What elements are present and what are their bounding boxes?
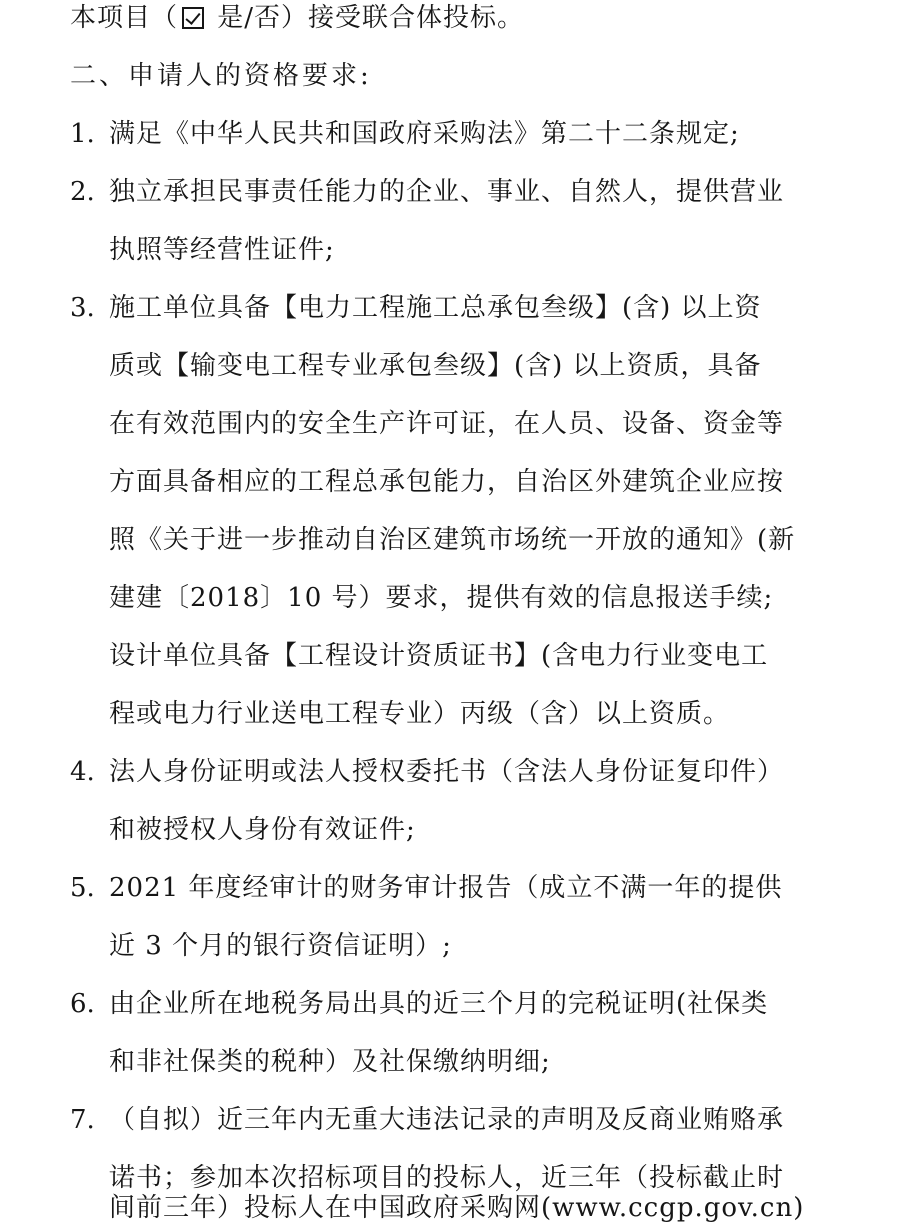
item-3-line-2: 质或【输变电工程专业承包叁级】(含) 以上资质，具备 <box>109 351 762 381</box>
consortium-suffix: 是/否）接受联合体投标。 <box>208 3 525 33</box>
item-4-line-1: 法人身份证明或法人授权委托书（含法人身份证复印件） <box>109 757 785 787</box>
consortium-statement <box>70 0 524 36</box>
item-3-line-6: 建建〔2018〕10 号）要求，提供有效的信息报送手续; <box>109 583 774 613</box>
item-7-number: 7. <box>70 1105 95 1135</box>
item-4-line-2: 和被授权人身份有效证件; <box>109 815 416 845</box>
item-6-number: 6. <box>70 989 95 1019</box>
item-3-line-4: 方面具备相应的工程总承包能力，自治区外建筑企业应按 <box>109 467 785 497</box>
item-7-line-2: 诺书；参加本次招标项目的投标人，近三年（投标截止时 <box>109 1163 785 1193</box>
item-5-line-1: 2021 年度经审计的财务审计报告（成立不满一年的提供 <box>109 873 783 903</box>
item-3-number: 3. <box>70 293 95 323</box>
section-heading: 二、申请人的资格要求: <box>70 61 372 91</box>
item-1-line-1: 满足《中华人民共和国政府采购法》第二十二条规定; <box>109 119 740 149</box>
item-3-line-1: 施工单位具备【电力工程施工总承包叁级】(含) 以上资 <box>109 293 762 323</box>
item-5-number: 5. <box>70 873 95 903</box>
item-2-number: 2. <box>70 177 95 207</box>
item-2-line-2: 执照等经营性证件; <box>109 235 335 265</box>
item-3-line-5: 照《关于进一步推动自治区建筑市场统一开放的通知》(新 <box>109 525 796 555</box>
checked-box-icon <box>182 7 204 29</box>
item-6-line-1: 由企业所在地税务局出具的近三个月的完税证明(社保类 <box>109 989 769 1019</box>
item-5-line-2: 近 3 个月的银行资信证明）; <box>109 931 452 961</box>
item-1-number: 1. <box>70 119 95 149</box>
item-3-line-3: 在有效范围内的安全生产许可证，在人员、设备、资金等 <box>109 409 785 439</box>
item-3-line-7: 设计单位具备【工程设计资质证书】(含电力行业变电工 <box>109 641 769 671</box>
item-4-number: 4. <box>70 757 95 787</box>
consortium-prefix: 本项目（ <box>70 3 179 33</box>
item-7-line-3: 间前三年）投标人在中国政府采购网(www.ccgp.gov.cn) <box>109 1193 805 1223</box>
item-6-line-2: 和非社保类的税种）及社保缴纳明细; <box>109 1047 551 1077</box>
item-2-line-1: 独立承担民事责任能力的企业、事业、自然人，提供营业 <box>109 177 785 207</box>
item-7-line-1: （自拟）近三年内无重大违法记录的声明及反商业贿赂承 <box>109 1105 785 1135</box>
item-3-line-8: 程或电力行业送电工程专业）丙级（含）以上资质。 <box>109 699 731 729</box>
